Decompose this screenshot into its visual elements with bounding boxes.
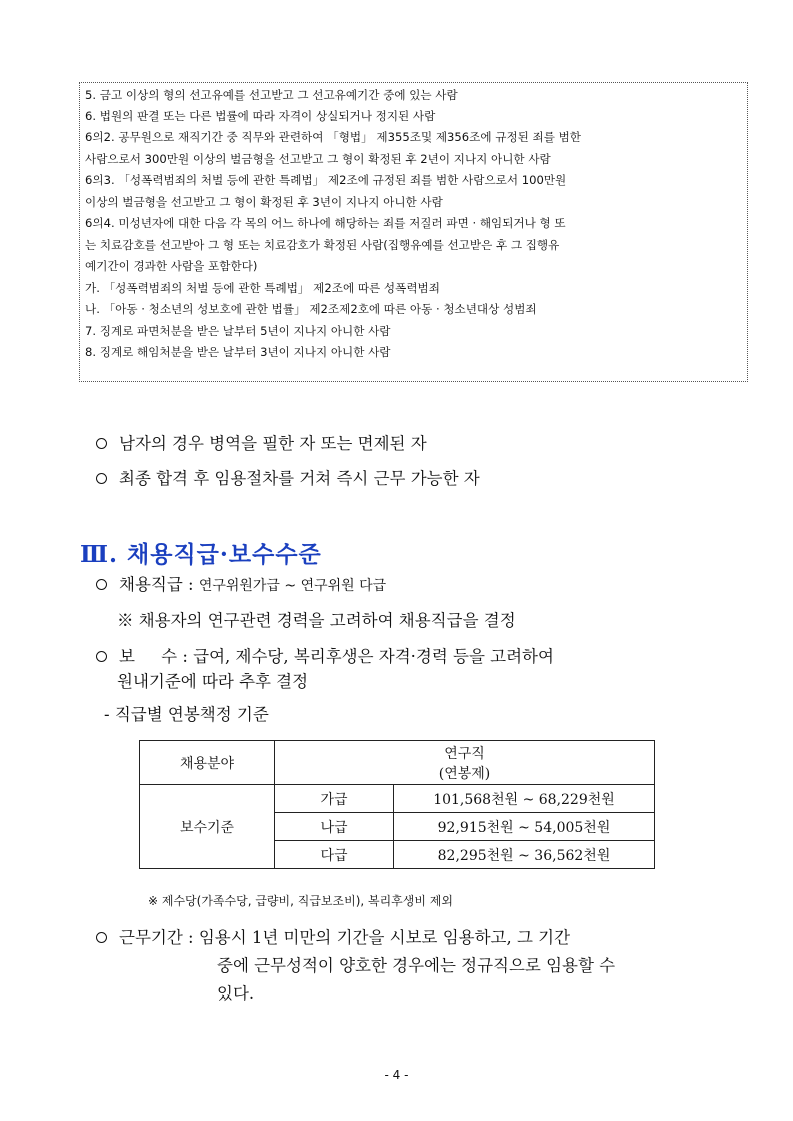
- table-header-research: 연구직 (연봉제): [275, 741, 655, 785]
- period-line3: 있다.: [217, 984, 255, 1003]
- disqualification-line: 6의3. 「성폭력범죄의 처벌 등에 관한 특례법」 제2조에 규정된 죄를 범한 사람으로서 100만원: [85, 173, 567, 187]
- table-cell-grade: 가급: [275, 785, 394, 813]
- requirement-item: 남자의 경우 병역을 필한 자 또는 면제된 자: [96, 433, 427, 455]
- disqualification-line: 6의2. 공무원으로 재직기간 중 직무와 관련하여 「형법」 제355조및 제356조에 규정된 죄를 범한: [85, 130, 582, 144]
- table-row: [140, 785, 655, 813]
- pay-item: 보 수 : 급여, 제수당, 복리후생은 자격·경력 등을 고려하여: [96, 646, 554, 668]
- circle-bullet-icon: [96, 932, 107, 943]
- table-cell-grade: 다급: [275, 841, 394, 869]
- table-header-row: [140, 741, 655, 785]
- grade-item: 채용직급 : 연구위원가급 ~ 연구위원 다급: [96, 574, 386, 597]
- requirement-item: 최종 합격 후 임용절차를 거쳐 즉시 근무 가능한 자: [96, 468, 480, 490]
- disqualification-box: [79, 82, 748, 382]
- circle-bullet-icon: [96, 473, 107, 484]
- disqualification-line: 나. 「아동 · 청소년의 성보호에 관한 법률」 제2조제2호에 따른 아동 · 청소년대상 성범죄: [85, 302, 537, 316]
- circle-bullet-icon: [96, 579, 107, 590]
- disqualification-line: 가. 「성폭력범죄의 처벌 등에 관한 특례법」 제2조에 따른 성폭력범죄: [85, 281, 440, 295]
- period-item: 근무기간 : 임용시 1년 미만의 기간을 시보로 임용하고, 그 기간: [96, 927, 570, 949]
- table-cell-range: 92,915천원 ~ 54,005천원: [394, 813, 655, 841]
- disqualification-line: 5. 금고 이상의 형의 선고유예를 선고받고 그 선고유예기간 중에 있는 사람: [85, 88, 458, 102]
- page-number: - 4 -: [384, 1068, 409, 1082]
- disqualification-line: 이상의 벌금형을 선고받고 그 형이 확정된 후 3년이 지나지 아니한 사람: [85, 195, 443, 209]
- circle-bullet-icon: [96, 438, 107, 449]
- disqualification-line: 8. 징계로 해임처분을 받은 날부터 3년이 지나지 아니한 사람: [85, 345, 391, 359]
- disqualification-line: 6. 법원의 판결 또는 다른 법률에 따라 자격이 상실되거나 정지된 사람: [85, 109, 436, 123]
- table-row-label: 보수기준: [140, 785, 275, 869]
- pay-line2: 원내기준에 따라 추후 결정: [117, 672, 309, 691]
- disqualification-line: 예기간이 경과한 사람을 포함한다): [85, 259, 258, 273]
- table-cell-range: 82,295천원 ~ 36,562천원: [394, 841, 655, 869]
- table-note: ※ 제수당(가족수당, 급량비, 직급보조비), 복리후생비 제외: [148, 894, 453, 908]
- table-header-field: 채용분야: [140, 741, 275, 785]
- salary-basis: - 직급별 연봉책정 기준: [104, 705, 269, 724]
- table-cell-range: 101,568천원 ~ 68,229천원: [394, 785, 655, 813]
- disqualification-line: 6의4. 미성년자에 대한 다음 각 목의 어느 하나에 해당하는 죄를 저질러 파면 · 해임되거나 형 또: [85, 216, 566, 230]
- grade-note: ※ 채용자의 연구관련 경력을 고려하여 채용직급을 결정: [117, 611, 516, 630]
- disqualification-line: 7. 징계로 파면처분을 받은 날부터 5년이 지나지 아니한 사람: [85, 324, 391, 338]
- table-cell-grade: 나급: [275, 813, 394, 841]
- section-title: Ⅲ. 채용직급·보수수준: [80, 541, 322, 568]
- disqualification-line: 사람으로서 300만원 이상의 벌금형을 선고받고 그 형이 확정된 후 2년이 지나지 아니한 사람: [85, 152, 551, 166]
- disqualification-line: 는 치료감호를 선고받아 그 형 또는 치료감호가 확정된 사람(집행유예를 선고받은 후 그 집행유: [85, 238, 560, 252]
- period-line2: 중에 근무성적이 양호한 경우에는 정규직으로 임용할 수: [217, 956, 616, 975]
- salary-table: [139, 740, 655, 869]
- circle-bullet-icon: [96, 651, 107, 662]
